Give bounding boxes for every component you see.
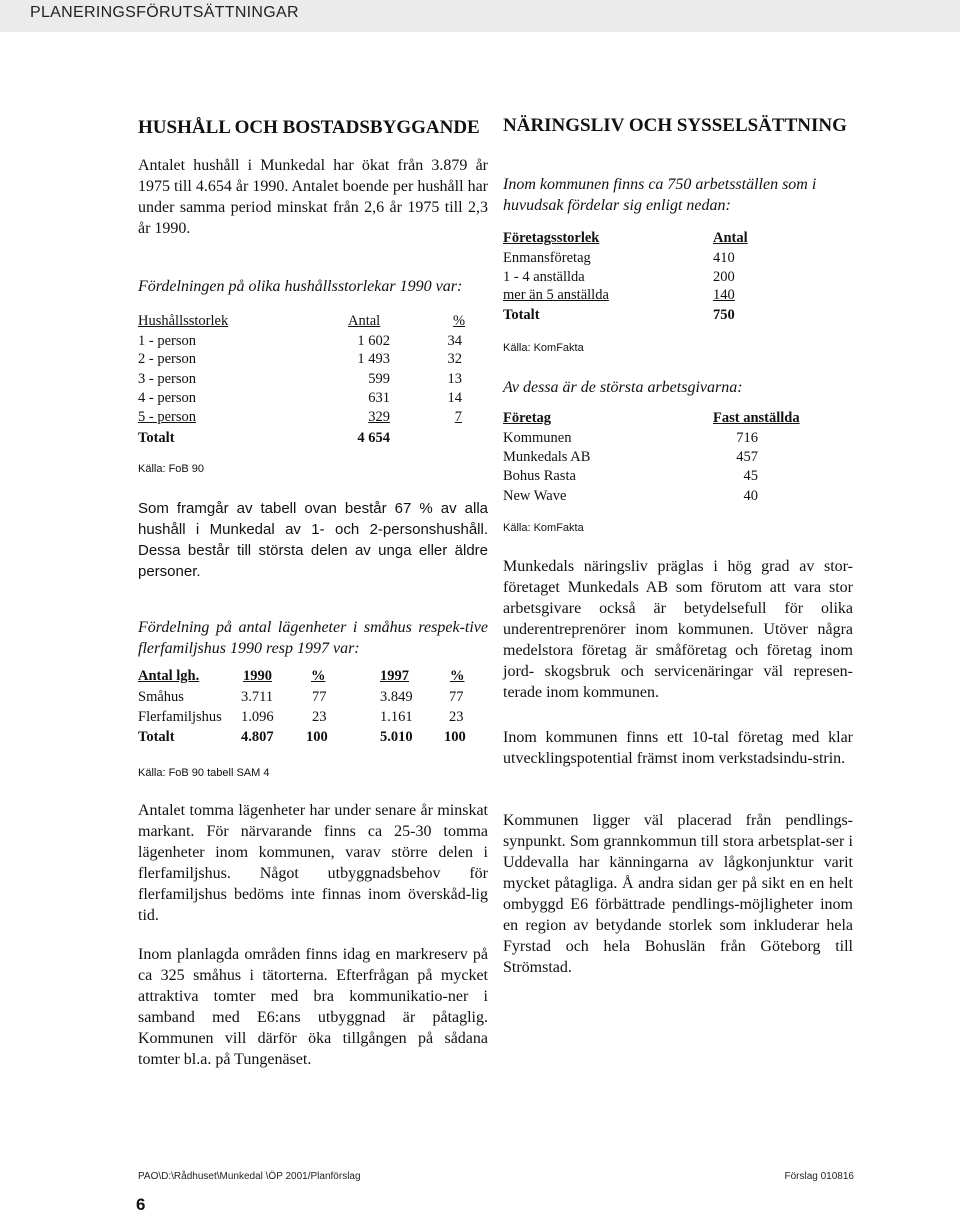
col-header-percent: % xyxy=(453,313,466,329)
cell: Antal lgh. xyxy=(138,668,200,684)
cell: Flerfamiljshus xyxy=(138,709,222,725)
cell: Bohus Rasta xyxy=(503,468,576,484)
left-intro: Antalet hushåll i Munkedal har ökat från 3.879 år 1975 till 4.654 år 1990. Antalet boende per hushåll har under samma period minskat från 2,6 år 1975 till 2,3 år 1990. xyxy=(138,157,488,237)
employers-table xyxy=(503,410,853,510)
cell: 14 xyxy=(447,390,462,406)
page-number: 6 xyxy=(136,1195,146,1214)
cell: 5 - person xyxy=(138,409,196,425)
cell: 100 xyxy=(306,729,328,745)
cell: 4 654 xyxy=(357,430,390,446)
cell: Småhus xyxy=(138,689,184,705)
left-para-3: Antalet tomma lägenheter har under senare år minskat markant. För närvarande finns ca 25-30 tomma lägenheter inom kommunen, varav större delen i flerfamiljshus. Något utbyggnadsbehov för flerfamiljshus bedöms inte finnas inom överskåd-lig tid. xyxy=(138,802,488,924)
source-note: Källa: KomFakta xyxy=(503,342,584,354)
cell: 3 - person xyxy=(138,371,196,387)
cell: % xyxy=(450,668,465,684)
cell: 1 602 xyxy=(357,333,390,349)
source-note: Källa: FoB 90 tabell SAM 4 xyxy=(138,767,270,779)
cell: Totalt xyxy=(503,307,540,323)
left-para-2: Som framgår av tabell ovan består 67 % av alla hushåll i Munkedal av 1- och 2-personshushåll. Dessa består till största delen av unga eller äldre personer. xyxy=(138,500,488,580)
cell: 40 xyxy=(743,488,758,504)
col-header-antal: Antal xyxy=(348,313,381,329)
cell: 23 xyxy=(312,709,327,725)
col-header-size: Hushållsstorlek xyxy=(138,313,229,329)
cell: 1990 xyxy=(243,668,272,684)
cell: Antal xyxy=(713,230,748,246)
cell: 3.711 xyxy=(241,689,274,705)
cell: Totalt xyxy=(138,729,175,745)
cell: 13 xyxy=(447,371,462,387)
cell: 716 xyxy=(736,430,758,446)
left-heading: HUSHÅLL OCH BOSTADSBYGGANDE xyxy=(138,117,480,138)
cell: 23 xyxy=(449,709,464,725)
cell: 1.096 xyxy=(241,709,274,725)
cell: Enmansföretag xyxy=(503,250,591,266)
cell: 77 xyxy=(312,689,327,705)
cell: New Wave xyxy=(503,488,567,504)
cell: 34 xyxy=(447,333,462,349)
employers-label: Av dessa är de största arbetsgivarna: xyxy=(503,379,743,396)
right-para-3: Kommunen ligger väl placerad från pendlings-synpunkt. Som grannkommun till stora arbetsplat-ser i Uddevalla har känningarna av lågkonjunktur varit mycket påtagliga. Å andra sidan ger på sikt en en helt ombyggd E6 förbättrade pendlings-möjligheter inom en region av betydande storlek som inkluderar hela Fyrstad och hela Bohuslän från Göteborg till Strömstad. xyxy=(503,812,853,976)
cell: mer än 5 anställda xyxy=(503,287,609,303)
cell: 599 xyxy=(368,371,390,387)
cell: 45 xyxy=(743,468,758,484)
cell: 200 xyxy=(713,269,735,285)
right-intro: Inom kommunen finns ca 750 arbetsställen som i huvudsak fördelar sig enligt nedan: xyxy=(503,176,817,214)
cell: % xyxy=(311,668,326,684)
household-label: Fördelningen på olika hushållsstorlekar 1990 var: xyxy=(138,278,463,295)
cell: Företagsstorlek xyxy=(503,230,600,246)
cell: Totalt xyxy=(138,430,175,446)
right-heading: NÄRINGSLIV OCH SYSSELSÄTTNING xyxy=(503,115,847,136)
cell: 329 xyxy=(368,409,390,425)
apartments-table xyxy=(138,668,488,748)
cell: 7 xyxy=(454,409,462,425)
source-note: Källa: KomFakta xyxy=(503,522,584,534)
cell: 1.161 xyxy=(380,709,413,725)
cell: 77 xyxy=(449,689,464,705)
cell: 100 xyxy=(444,729,466,745)
household-table xyxy=(138,313,488,453)
cell: 1 - 4 anställda xyxy=(503,269,585,285)
cell: 2 - person xyxy=(138,351,196,367)
cell: 750 xyxy=(713,307,735,323)
cell: 4.807 xyxy=(241,729,274,745)
cell: 32 xyxy=(447,351,462,367)
cell: 5.010 xyxy=(380,729,413,745)
cell: 4 - person xyxy=(138,390,196,406)
cell: 1997 xyxy=(380,668,409,684)
cell: Munkedals AB xyxy=(503,449,591,465)
cell: Kommunen xyxy=(503,430,572,446)
footer-path: PAO\D:\Rådhuset\Munkedal \ÖP 2001/Planförslag xyxy=(138,1171,361,1182)
cell: 3.849 xyxy=(380,689,413,705)
source-note: Källa: FoB 90 xyxy=(138,463,205,475)
company-size-table xyxy=(503,230,853,330)
right-para-1: Munkedals näringsliv präglas i hög grad av stor-företaget Munkedals AB som förutom att vara stor arbetsgivare också är betydelsefull för olika underentreprenörer inom kommunen. Utöver några medelstora företag är småföretag och företag inom jord- skogsbruk och servicenäringar väl represen-terade inom kommunen. xyxy=(503,558,853,701)
cell: 1 - person xyxy=(138,333,196,349)
cell: 140 xyxy=(713,287,735,303)
section-title: PLANERINGSFÖRUTSÄTTNINGAR xyxy=(30,4,299,21)
cell: 457 xyxy=(736,449,758,465)
cell: 631 xyxy=(368,390,390,406)
cell: Företag xyxy=(503,410,552,426)
left-para-4: Inom planlagda områden finns idag en markreserv på ca 325 småhus i tätorterna. Efterfrågan på mycket attraktiva tomter med bra kommunikatio-ner i samband med E6:ans utbyggnad är påtaglig. Kommunen vill därför öka tillgången på sådana tomter bl.a. på Tungenäset. xyxy=(138,946,488,1068)
cell: Fast anställda xyxy=(713,410,800,426)
footer-version: Förslag 010816 xyxy=(784,1171,854,1182)
apartments-label: Fördelning på antal lägenheter i småhus respek-tive flerfamiljshus 1990 resp 1997 var: xyxy=(138,619,488,657)
right-para-2: Inom kommunen finns ett 10-tal företag med klar utvecklingspotential främst inom verkstadsindu-strin. xyxy=(503,729,853,767)
cell: 1 493 xyxy=(357,351,390,367)
cell: 410 xyxy=(713,250,735,266)
